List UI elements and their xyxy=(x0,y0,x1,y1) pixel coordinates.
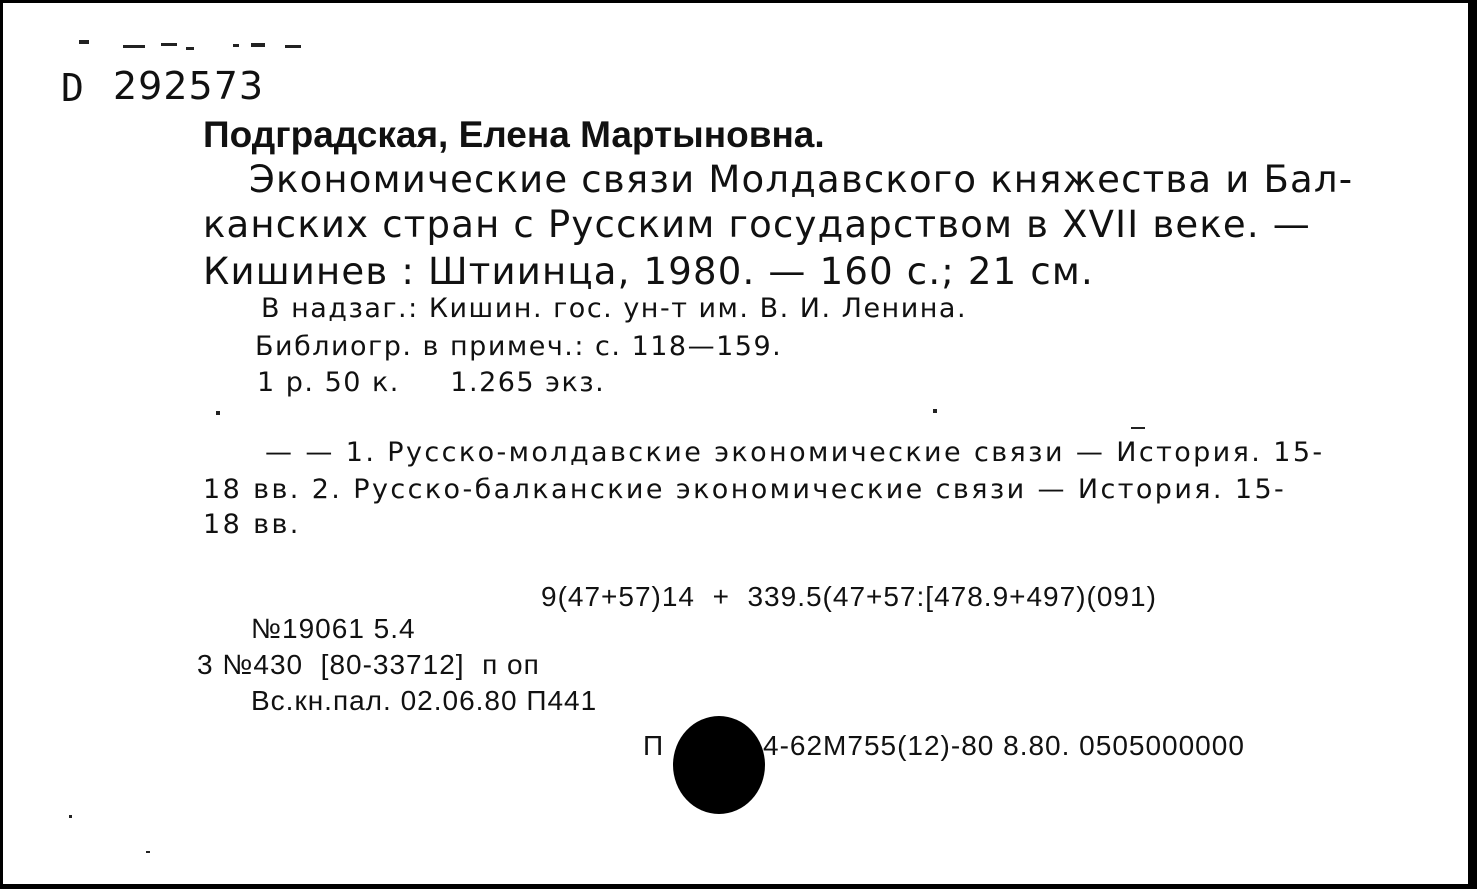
price-line: 1 р. 50 к. 1.265 экз. xyxy=(257,367,606,398)
subject-line: — — 1. Русско-молдавские экономические связи — История. 15- xyxy=(265,437,1325,468)
subject-line: 18 вв. 2. Русско-балканские экономические связи — История. 15- xyxy=(203,474,1287,505)
imprint-line: Кишинев : Штиинца, 1980. — 160 с.; 21 см. xyxy=(203,250,1094,293)
scan-speck xyxy=(146,851,150,853)
scan-speck xyxy=(233,44,239,47)
scan-speck xyxy=(123,45,145,48)
note-line: В надзаг.: Кишин. гос. ун-т им. В. И. Ленина. xyxy=(261,293,968,324)
scan-speck xyxy=(1131,427,1145,429)
scan-speck xyxy=(216,411,220,415)
scan-speck xyxy=(79,40,89,44)
order-number: №19061 5.4 xyxy=(251,613,416,644)
call-number: 292573 xyxy=(113,64,265,108)
print-code: 4-62М755(12)-80 8.80. 0505000000 xyxy=(763,730,1245,761)
scan-speck xyxy=(933,409,937,413)
scan-speck xyxy=(251,43,265,47)
edition-code: 3 №430 [80-33712] п оп xyxy=(197,649,540,680)
book-chamber-code: Вс.кн.пал. 02.06.80 П441 xyxy=(251,685,598,716)
classification-index: 9(47+57)14 + 339.5(47+57:[478.9+497)(091) xyxy=(541,581,1157,612)
scan-speck xyxy=(161,43,177,46)
scan-speck xyxy=(69,815,72,818)
note-line: Библиогр. в примеч.: с. 118—159. xyxy=(255,331,783,362)
print-code-prefix: П xyxy=(643,730,665,761)
punch-hole xyxy=(673,716,765,814)
title-line: Экономические связи Молдавского княжества и Бал- xyxy=(249,158,1354,201)
subject-line: 18 вв. xyxy=(203,509,301,540)
title-line: канских стран с Русским государством в XVII веке. — xyxy=(203,203,1311,246)
author-heading: Подградская, Елена Мартыновна. xyxy=(203,114,825,155)
scan-speck xyxy=(186,47,194,50)
call-prefix: D xyxy=(61,66,84,110)
scan-speck xyxy=(285,45,301,48)
